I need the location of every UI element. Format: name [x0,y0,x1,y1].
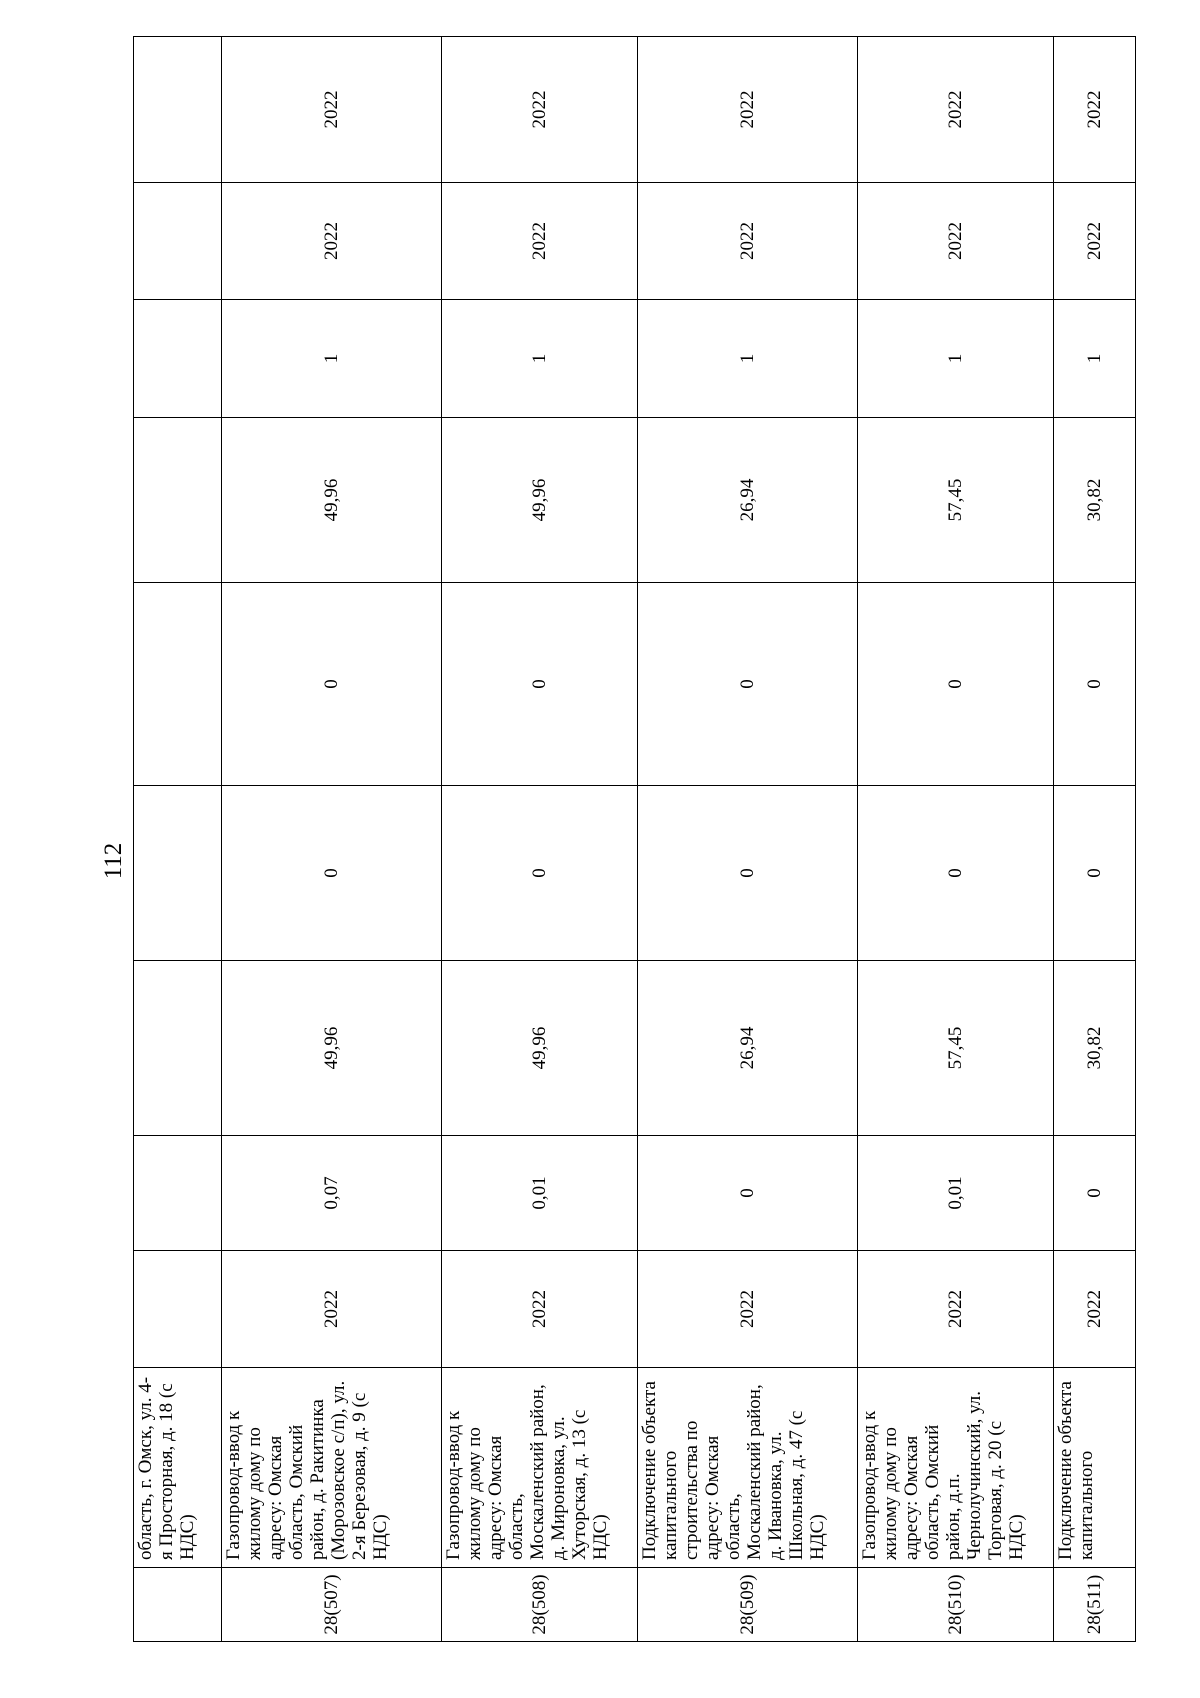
value-cell: 49,96 [442,418,638,583]
value-cell [134,300,222,418]
value-cell: 0 [222,786,442,961]
value-cell [134,583,222,786]
object-name-cell: Газопровод-ввод к жилому дому по адресу: Омская область, Омский район, д.п. Чернолучинский, ул. Торговая, д. 20 (с НДС) [858,1368,1054,1568]
table-body [134,37,1136,1642]
value-cell [134,1136,222,1251]
value-cell: 49,96 [222,418,442,583]
value-cell: 0 [858,583,1054,786]
table-row [134,37,222,1642]
row-id-cell: 28(507) [222,1568,442,1642]
object-name-cell: Подключение объекта капитального строительства по адресу: Омская область, Москаленский район, д. Ивановка, ул. Школьная, д. 47 (с НДС) [638,1368,858,1568]
value-cell: 0 [638,1136,858,1251]
table-row [1054,37,1136,1642]
value-cell: 2022 [222,37,442,183]
row-id-cell [134,1568,222,1642]
value-cell [134,183,222,300]
value-cell: 2022 [858,183,1054,300]
row-id-cell: 28(509) [638,1568,858,1642]
page-number: 112 [100,842,127,880]
value-cell: 30,82 [1054,961,1136,1136]
table-row [442,37,638,1642]
value-cell: 2022 [442,37,638,183]
value-cell: 2022 [638,1251,858,1368]
value-cell: 2022 [858,1251,1054,1368]
table-row [222,37,442,1642]
value-cell [134,786,222,961]
value-cell: 2022 [442,1251,638,1368]
value-cell: 30,82 [1054,418,1136,583]
value-cell [134,1251,222,1368]
value-cell: 26,94 [638,418,858,583]
row-id-cell: 28(510) [858,1568,1054,1642]
rotated-table-container [133,37,1135,1642]
value-cell: 1 [1054,300,1136,418]
row-id-cell: 28(508) [442,1568,638,1642]
value-cell: 2022 [442,183,638,300]
value-cell [134,37,222,183]
value-cell: 2022 [222,1251,442,1368]
value-cell: 0 [442,786,638,961]
value-cell: 2022 [222,183,442,300]
value-cell: 1 [222,300,442,418]
value-cell: 0,01 [858,1136,1054,1251]
value-cell: 2022 [638,37,858,183]
table-row [858,37,1054,1642]
table-row [638,37,858,1642]
value-cell: 1 [858,300,1054,418]
value-cell: 0 [638,786,858,961]
value-cell: 0 [222,583,442,786]
value-cell: 26,94 [638,961,858,1136]
value-cell: 0 [1054,786,1136,961]
value-cell: 2022 [1054,183,1136,300]
value-cell: 1 [442,300,638,418]
object-name-cell: Газопровод-ввод к жилому дому по адресу: Омская область, Омский район, д. Ракитинка (Морозовское с/п), ул. 2-я Березовая, д. 9 (с НДС) [222,1368,442,1568]
value-cell: 0 [638,583,858,786]
value-cell: 0,01 [442,1136,638,1251]
value-cell [134,961,222,1136]
value-cell: 57,45 [858,418,1054,583]
value-cell [134,418,222,583]
value-cell: 0 [858,786,1054,961]
data-table [133,36,1136,1642]
value-cell: 49,96 [442,961,638,1136]
row-id-cell: 28(511) [1054,1568,1136,1642]
value-cell: 2022 [1054,1251,1136,1368]
value-cell: 57,45 [858,961,1054,1136]
object-name-cell: Газопровод-ввод к жилому дому по адресу: Омская область, Москаленский район, д. Мироновка, ул. Хуторская, д. 13 (с НДС) [442,1368,638,1568]
value-cell: 2022 [638,183,858,300]
value-cell: 0,07 [222,1136,442,1251]
value-cell: 1 [638,300,858,418]
value-cell: 0 [442,583,638,786]
value-cell: 49,96 [222,961,442,1136]
value-cell: 2022 [1054,37,1136,183]
value-cell: 0 [1054,1136,1136,1251]
value-cell: 0 [1054,583,1136,786]
object-name-cell: Подключение объекта капитального [1054,1368,1136,1568]
value-cell: 2022 [858,37,1054,183]
object-name-cell: область, г. Омск, ул. 4-я Просторная, д. 18 (с НДС) [134,1368,222,1568]
